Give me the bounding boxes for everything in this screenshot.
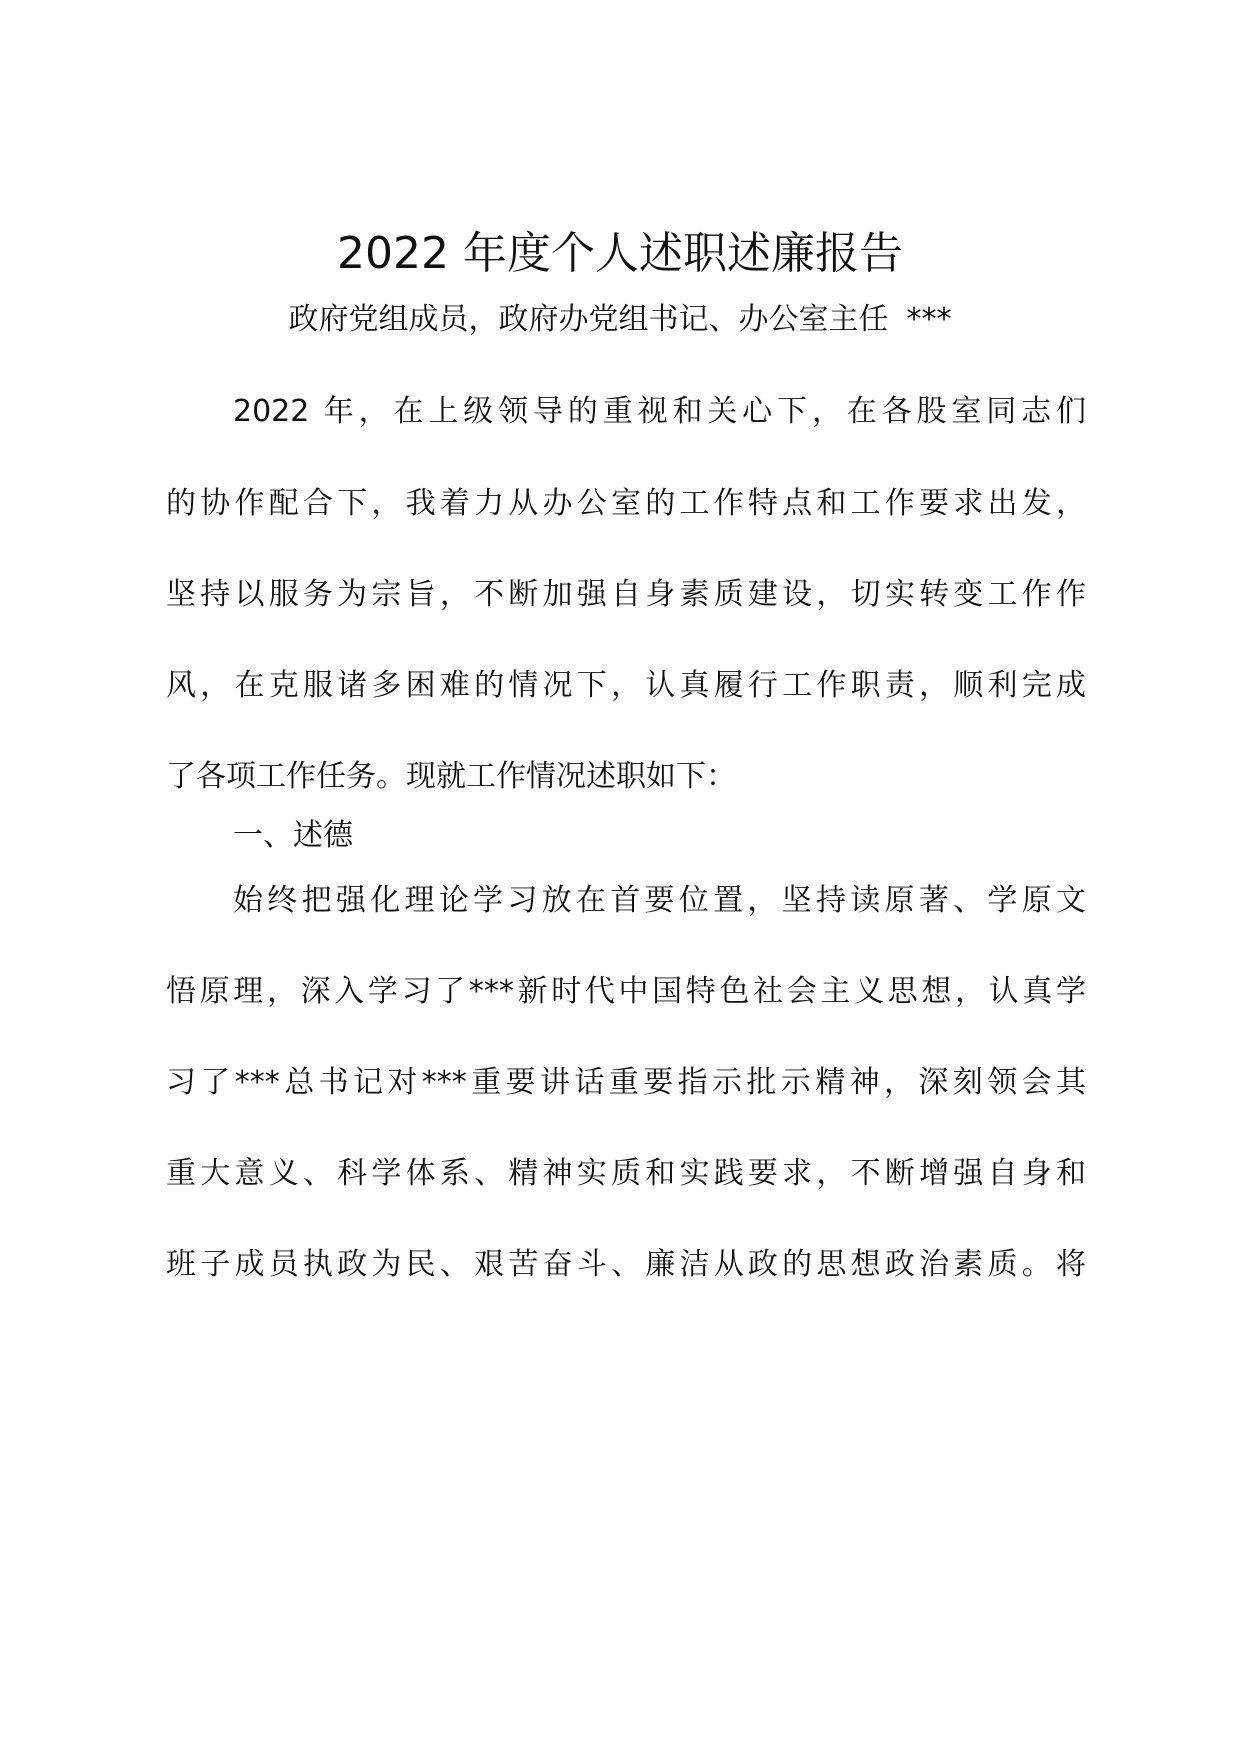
paragraph-line: 的协作配合下，我着力从办公室的工作特点和工作要求出发，	[166, 486, 1086, 521]
paragraph-line: 了各项工作任务。现就工作情况述职如下：	[166, 759, 736, 794]
paragraph-line: 始终把强化理论学习放在首要位置，坚持读原著、学原文	[233, 883, 1086, 918]
paragraph-line: 重大意义、科学体系、精神实质和实践要求，不断增强自身和	[166, 1156, 1086, 1191]
paragraph-line: 班子成员执政为民、艰苦奋斗、廉洁从政的思想政治素质。将	[166, 1247, 1086, 1282]
paragraph-line: 2022 年，在上级领导的重视和关心下，在各股室同志们	[233, 394, 1086, 429]
paragraph-line: 风，在克服诸多困难的情况下，认真履行工作职责，顺利完成	[166, 668, 1086, 703]
section-heading: 一、述德	[233, 818, 353, 853]
paragraph-line: 习了***总书记对***重要讲话重要指示批示精神，深刻领会其	[166, 1065, 1086, 1100]
paragraph-line: 悟原理，深入学习了***新时代中国特色社会主义思想，认真学	[166, 974, 1086, 1009]
subtitle-name: ***	[906, 302, 952, 337]
document-subtitle	[0, 298, 1240, 342]
subtitle-role: 政府党组成员，政府办党组书记、办公室主任	[288, 302, 889, 337]
paragraph-line: 坚持以服务为宗旨，不断加强自身素质建设，切实转变工作作	[166, 577, 1086, 612]
document-title: 2022 年度个人述职述廉报告	[337, 228, 903, 279]
